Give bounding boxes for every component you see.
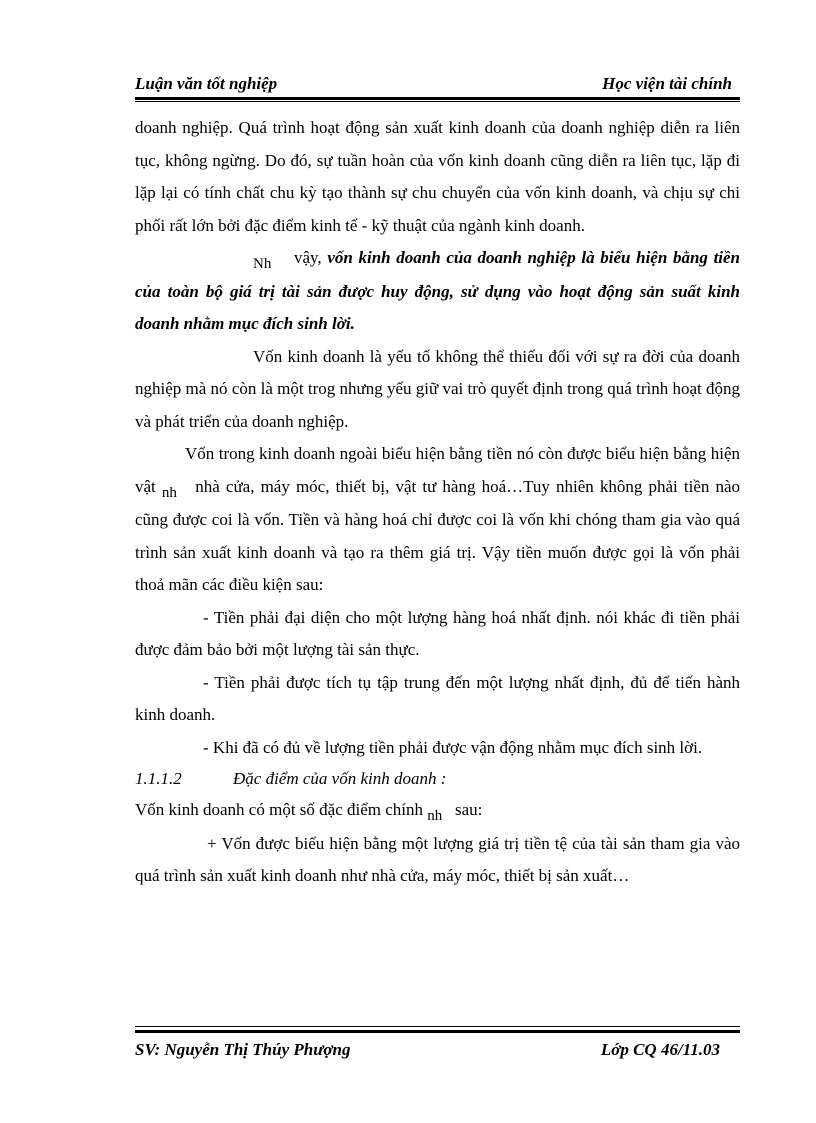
section-heading — [135, 764, 740, 794]
conditions-part1: Vốn trong kinh doanh ngoài biểu hiện bằng tiền nó còn được biểu hiện bằng hiện vật — [135, 444, 740, 496]
definition-end: . — [350, 314, 355, 333]
footer-student-name: SV: Nguyễn Thị Thúy Phượng — [135, 1040, 351, 1059]
footer-rule-thin — [135, 1026, 740, 1027]
section-number: 1.1.1.2 — [135, 769, 182, 788]
paragraph-point: + Vốn được biểu hiện bằng một lượng giá trị tiền tệ của tài sản tham gia vào quá trình sản xuất kinh doanh như nhà cửa, máy móc, thiết bị sản xuất… — [135, 833, 740, 885]
paragraph-role: Vốn kinh doanh là yếu tố không thể thiếu đối với sự ra đời của doanh nghiệp mà nó còn là một trog nhưng yếu giữ vai trò quyết định trong quá trình hoạt động và phát triển của doanh nghiệp. — [135, 346, 740, 431]
page-footer — [135, 1040, 740, 1064]
paragraph-conditions — [135, 438, 740, 602]
header-rule-thin — [135, 101, 740, 102]
footer-rule — [135, 1030, 740, 1033]
intro-part1: Vốn kinh doanh có một số đặc điểm chính — [135, 800, 424, 819]
page-header — [135, 72, 740, 96]
intro-part2: sau: — [455, 800, 483, 819]
paragraph-continuation: doanh nghiệp. Quá trình hoạt động sản xuất kinh doanh của doanh nghiệp diễn ra liên tục, không ngừng. Do đó, sự tuần hoàn của vốn kinh doanh cũng diễn ra liên tục, lặp đi lặp lại có tính chất chu kỳ tạo thành sự chu chuyển của vốn kinh doanh, và chịu sự chi phối rất lớn bởi đặc điểm kinh tế - kỹ thuật của ngành kinh doanh. — [135, 118, 740, 235]
conditions-part2: nhà cửa, máy móc, thiết bị, vật tư hàng hoá…Tuy nhiên không phải tiền nào cũng được coi là vốn. Tiền và hàng hoá chỉ được coi là vốn khi chóng tham gia vào quá trình sản xuất kinh doanh và tạo ra thêm giá trị. Vậy tiền muốn được gọi là vốn phải thoả mãn các điều kiện sau: — [135, 476, 741, 594]
paragraph-intro — [135, 794, 740, 828]
bullet-item: - Tiền phải đại diện cho một lượng hàng hoá nhất định. nói khác đi tiền phải được đảm bảo bởi một lượng tài sản thực. — [135, 607, 740, 659]
header-rule — [135, 97, 740, 100]
subscript-fragment: nh — [161, 484, 177, 501]
paragraph-definition — [135, 242, 740, 341]
footer-class-code: Lớp CQ 46/11.03 — [600, 1040, 720, 1059]
definition-emphasis: vốn kinh doanh của doanh nghiệp là biểu hiện bằng tiền của toàn bộ giá trị tài sản được huy động, sử dụng vào hoạt động sản suất kinh doanh nhằm mục đích sinh lời — [135, 248, 741, 333]
header-thesis-title: Luận văn tốt nghiệp — [135, 74, 278, 93]
subscript-fragment: nh — [427, 808, 443, 824]
bullet-item: - Tiền phải được tích tụ tập trung đến một lượng nhất định, đủ để tiến hành kinh doanh. — [135, 672, 740, 724]
subscript-fragment: Nh — [253, 256, 272, 272]
page-body — [135, 112, 740, 893]
bullet-item: - Khi đã có đủ về lượng tiền phải được vận động nhằm mục đích sinh lời. — [203, 737, 703, 757]
definition-lead: vậy, — [293, 248, 322, 267]
header-institution: Học viện tài chính — [602, 74, 732, 93]
section-title: Đặc điểm của vốn kinh doanh : — [233, 769, 447, 788]
